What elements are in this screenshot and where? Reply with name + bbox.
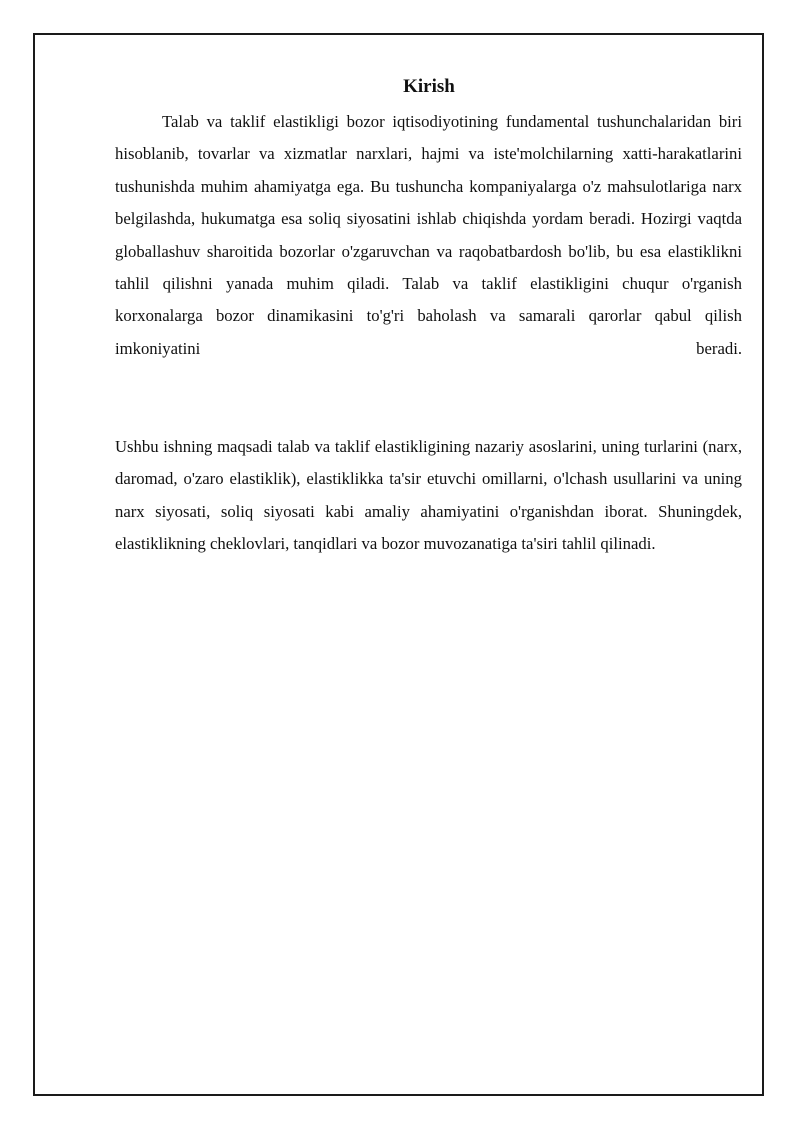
intro-paragraph-1: Talab va taklif elastikligi bozor iqtisodiyotining fundamental tushunchalaridan biri hisoblanib, tovarlar va xizmatlar narxlari, hajmi va iste'molchilarning xatti-harakatlarini tushunishda muhim ahamiyatga ega. Bu tushuncha kompaniyalarga o'z mahsulotlariga narx belgilashda, hukumatga esa soliq siyosatini ishlab chiqishda yordam beradi. Hozirgi vaqtda globallashuv sharoitida bozorlar o'zgaruvchan va raqobatbardosh bo'lib, bu esa elastiklikni tahlil qilishni yanada muhim qiladi. Talab va taklif elastikligini chuqur o'rganish korxonalarga bozor dinamikasini to'g'ri baholash va samarali qarorlar qabul qilish imkoniyatini beradi. xyxy=(115,112,742,358)
page-title: Kirish xyxy=(403,76,455,97)
intro-paragraph-2: Ushbu ishning maqsadi talab va taklif elastikligining nazariy asoslarini, uning turlarini (narx, daromad, o'zaro elastiklik), elastiklikka ta'sir etuvchi omillarni, o'lchash usullarini va uning narx siyosati, soliq siyosati kabi amaliy ahamiyatini o'rganishdan iborat. Shuningdek, elastiklikning cheklovlari, tanqidlari va bozor muvozanatiga ta'siri tahlil qilinadi. xyxy=(115,437,742,554)
